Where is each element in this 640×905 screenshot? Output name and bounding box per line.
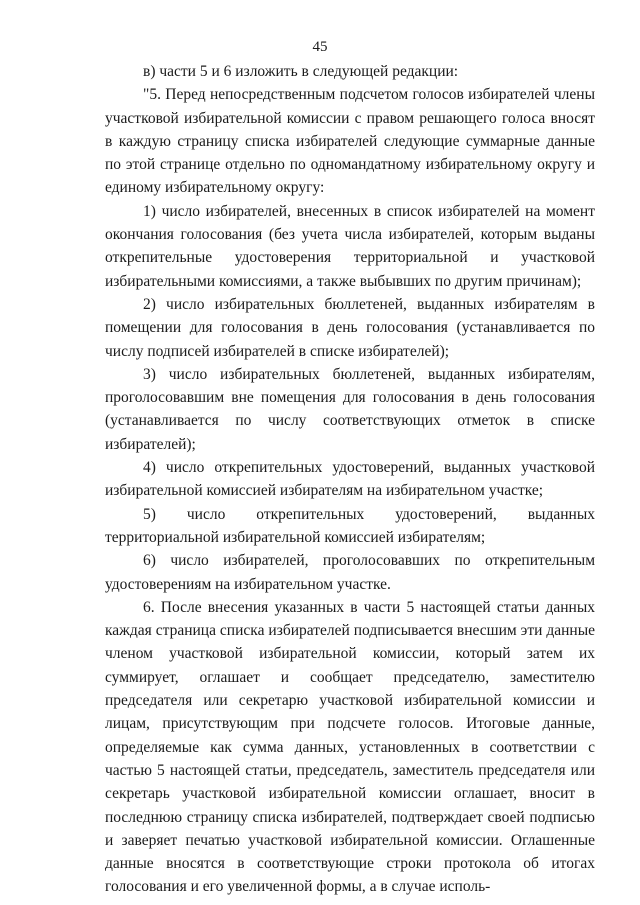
- list-item-2: 2) число избирательных бюллетеней, выданных избирателям в помещении для голосования в день голосования (устанавливается по числу подписей избирателей в списке избирателей);: [105, 295, 595, 360]
- list-item-4: 4) число открепительных удостоверений, выданных участковой избирательной комиссией избирателям на избирательном участке;: [105, 459, 595, 500]
- paragraph-intro: в) части 5 и 6 изложить в следующей редакции:: [143, 63, 459, 80]
- page-number: 45: [312, 39, 328, 55]
- document-body: [105, 60, 595, 899]
- list-item-3: 3) число избирательных бюллетеней, выданных избирателям, проголосовавшим вне помещения для голосования в день голосования (устанавливается по числу соответствующих отметок в списке избирателей);: [105, 365, 595, 453]
- list-item-5: 5) число открепительных удостоверений, выданных территориальной избирательной комиссией избирателям;: [105, 505, 595, 546]
- paragraph-part-5: "5. Перед непосредственным подсчетом голосов избирателей члены участковой избирательной комиссии с правом решающего голоса вносят в каждую страницу списка избирателей следующие суммарные данные по этой странице отдельно по одномандатному избирательному округу и единому избирательному округу:: [105, 86, 595, 197]
- list-item-6: 6) число избирателей, проголосовавших по открепительным удостоверениям на избирательном участке.: [105, 552, 595, 593]
- list-item-1: 1) число избирателей, внесенных в список избирателей на момент окончания голосования (без учета числа избирателей, которым выданы открепительные удостоверения территориальной и участковой избирательными комиссиями, а также выбывших по другим причинам);: [105, 202, 595, 290]
- paragraph-part-6: 6. После внесения указанных в части 5 настоящей статьи данных каждая страница списка избирателей подписывается внесшим эти данные членом участковой избирательной комиссии, который затем их суммирует, оглашает и сообщает председателю, заместителю председателя или секретарю участковой избирательной комиссии и лицам, присутствующим при подсчете голосов. Итоговые данные, определяемые как сумма данных, установленных в соответствии с частью 5 настоящей статьи, председатель, заместитель председателя или секретарь участковой избирательной комиссии оглашает, вносит в последнюю страницу списка избирателей, подтверждает своей подписью и заверяет печатью участковой избирательной комиссии. Оглашенные данные вносятся в соответствующие строки протокола об итогах голосования и его увеличенной формы, а в случае исполь-: [105, 598, 595, 896]
